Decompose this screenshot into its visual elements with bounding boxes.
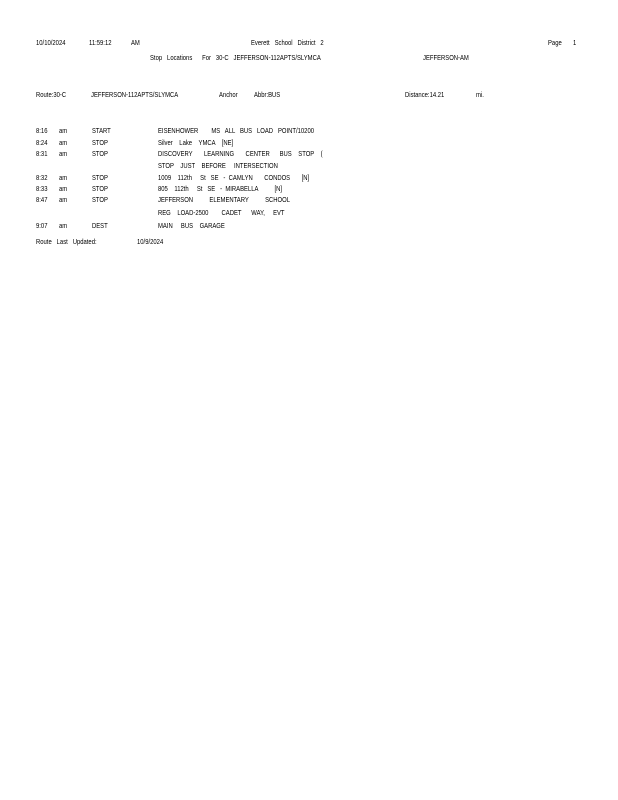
last-updated-label: Route Last Updated: — [36, 237, 97, 246]
last-updated-date: 10/9/2024 — [137, 237, 164, 246]
stop-ampm: am — [59, 195, 68, 204]
route-id: Route:30-C — [36, 90, 67, 99]
stop-type: STOP — [92, 173, 108, 182]
stop-row — [0, 127, 618, 137]
stop-location: Silver Lake YMCA [NE] — [158, 138, 234, 147]
abbr-label: Abbr:BUS — [254, 90, 281, 99]
stop-location: 1009 112th St SE - CAMLYN CONDOS [N] — [158, 173, 310, 182]
stop-type: START — [92, 126, 111, 135]
stop-row — [0, 196, 618, 206]
distance-label: Distance:14.21 — [405, 90, 445, 99]
stop-location: REG LOAD-2500 CADET WAY, EVT — [158, 208, 285, 217]
report-ampm: AM — [131, 38, 140, 47]
stop-time: 9:07 — [36, 221, 48, 230]
stop-time: 8:47 — [36, 195, 48, 204]
route-tag: JEFFERSON-AM — [423, 53, 469, 62]
district-title: Everett School District 2 — [251, 38, 324, 47]
page-label: Page — [548, 38, 562, 47]
stop-time: 8:33 — [36, 184, 48, 193]
stop-time: 8:32 — [36, 173, 48, 182]
stop-location: MAIN BUS GARAGE — [158, 221, 225, 230]
stop-row — [0, 150, 618, 160]
stop-location: JEFFERSON ELEMENTARY SCHOOL — [158, 195, 290, 204]
stop-ampm: am — [59, 184, 68, 193]
stop-ampm: am — [59, 221, 68, 230]
stop-row — [0, 174, 618, 184]
report-date: 10/10/2024 — [36, 38, 66, 47]
stop-ampm: am — [59, 149, 68, 158]
stop-time: 8:24 — [36, 138, 48, 147]
stop-ampm: am — [59, 138, 68, 147]
report-time: 11:59:12 — [89, 38, 112, 47]
distance-unit: mi. — [476, 90, 484, 99]
stop-time: 8:31 — [36, 149, 48, 158]
stop-row — [0, 162, 618, 172]
stop-type: STOP — [92, 149, 108, 158]
route-name: JEFFERSON-112APTS/SLYMCA — [91, 90, 179, 99]
stop-location: DISCOVERY LEARNING CENTER BUS STOP ( — [158, 149, 323, 158]
stop-row — [0, 209, 618, 219]
anchor-label: Anchor — [219, 90, 238, 99]
stop-location: EISENHOWER MS ALL BUS LOAD POINT/10200 — [158, 126, 315, 135]
stop-time: 8:16 — [36, 126, 48, 135]
stop-row — [0, 185, 618, 195]
stop-type: STOP — [92, 138, 108, 147]
stop-location: 805 112th St SE - MIRABELLA [N] — [158, 184, 283, 193]
stop-row — [0, 139, 618, 149]
stop-type: STOP — [92, 184, 108, 193]
stop-type: DEST — [92, 221, 108, 230]
stop-location: STOP JUST BEFORE INTERSECTION — [158, 161, 278, 170]
stop-ampm: am — [59, 173, 68, 182]
stop-type: STOP — [92, 195, 108, 204]
stop-row — [0, 222, 618, 232]
stop-ampm: am — [59, 126, 68, 135]
report-subtitle: Stop Locations For 30-C JEFFERSON-112APTS/SLYMCA — [150, 53, 321, 62]
page-number: 1 — [573, 38, 577, 47]
